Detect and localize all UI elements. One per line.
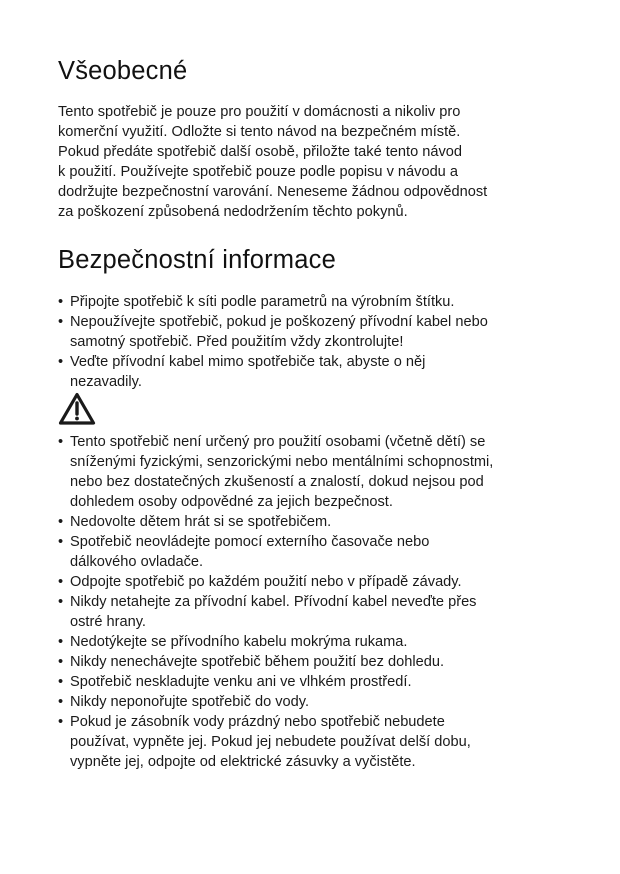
bullet-marker: • <box>58 294 64 310</box>
general-paragraph-line: dodržujte bezpečnostní varování. Neneseme žádnou odpovědnost <box>58 184 488 200</box>
general-paragraph-line: Pokud předáte spotřebič další osobě, přiložte také tento návod <box>58 144 463 160</box>
bullet-marker: • <box>58 674 64 690</box>
bullet-marker: • <box>58 514 64 530</box>
safety-list-warnings-item-line: ostré hrany. <box>70 614 146 630</box>
bullet-marker: • <box>58 314 64 330</box>
safety-list-connection-item-line: samotný spotřebič. Před použitím vždy zkontrolujte! <box>70 334 404 350</box>
safety-list-warnings-item-line: Nikdy netahejte za přívodní kabel. Přívodní kabel neveďte přes <box>70 594 477 610</box>
bullet-marker: • <box>58 594 64 610</box>
safety-list-warnings-item-line: Spotřebič neovládejte pomocí externího časovače nebo <box>70 534 430 550</box>
safety-list-warnings-item-line: dálkového ovladače. <box>70 554 204 570</box>
safety-list-warnings-item <box>58 592 578 632</box>
safety-list-warnings-item-line: nebo bez dostatečných zkušeností a znalostí, dokud nejsou pod <box>70 474 484 490</box>
bullet-marker: • <box>58 534 64 550</box>
safety-list-warnings-item-line: Odpojte spotřebič po každém použití nebo v případě závady. <box>70 574 462 590</box>
safety-list-warnings-item-line: Nedovolte dětem hrát si se spotřebičem. <box>70 514 332 530</box>
warning-triangle-icon <box>58 392 96 426</box>
safety-list-warnings-item-line: Pokud je zásobník vody prázdný nebo spotřebič nebudete <box>70 714 445 730</box>
safety-list-connection-item-line: nezavadily. <box>70 374 142 390</box>
bullet-marker: • <box>58 434 64 450</box>
bullet-marker: • <box>58 694 64 710</box>
bullet-marker: • <box>58 654 64 670</box>
bullet-marker: • <box>58 354 64 370</box>
safety-list-warnings-item-line: vypněte jej, odpojte od elektrické zásuvky a vyčistěte. <box>70 754 416 770</box>
safety-list-warnings-item <box>58 652 578 672</box>
safety-list-connection-item-line: Připojte spotřebič k síti podle parametrů na výrobním štítku. <box>70 294 455 310</box>
safety-list-connection-item <box>58 312 578 352</box>
general-paragraph-line: Tento spotřebič je pouze pro použití v domácnosti a nikoliv pro <box>58 104 461 120</box>
general-paragraph-line: k použití. Používejte spotřebič pouze podle popisu v návodu a <box>58 164 458 180</box>
safety-list-connection <box>58 292 578 392</box>
safety-list-warnings-item <box>58 532 578 572</box>
bullet-marker: • <box>58 634 64 650</box>
safety-list-warnings-item <box>58 632 578 652</box>
bullet-marker: • <box>58 714 64 730</box>
safety-list-warnings-item-line: sníženými fyzickými, senzorickými nebo mentálními schopnostmi, <box>70 454 494 470</box>
safety-list-connection-item <box>58 292 578 312</box>
safety-list-warnings-item-line: Tento spotřebič není určený pro použití osobami (včetně dětí) se <box>70 434 486 450</box>
safety-list-warnings-item <box>58 712 578 772</box>
bullet-marker: • <box>58 574 64 590</box>
general-paragraph-line: komerční využití. Odložte si tento návod na bezpečném místě. <box>58 124 461 140</box>
general-paragraph-line: za poškození způsobená nedodržením těchto pokynů. <box>58 204 408 220</box>
section-heading-safety: Bezpečnostní informace <box>58 246 336 274</box>
general-paragraph <box>58 102 578 222</box>
safety-list-warnings-item <box>58 432 578 512</box>
safety-list-connection-item-line: Veďte přívodní kabel mimo spotřebiče tak, abyste o něj <box>70 354 426 370</box>
safety-list-warnings-item <box>58 512 578 532</box>
safety-list-warnings-item <box>58 572 578 592</box>
safety-list-warnings-item-line: Nikdy nenechávejte spotřebič během použití bez dohledu. <box>70 654 445 670</box>
safety-list-warnings-item <box>58 672 578 692</box>
safety-list-connection-item-line: Nepoužívejte spotřebič, pokud je poškozený přívodní kabel nebo <box>70 314 488 330</box>
safety-list-warnings-item-line: dohledem osoby odpovědné za jejich bezpečnost. <box>70 494 393 510</box>
safety-list-warnings-item-line: Nikdy neponořujte spotřebič do vody. <box>70 694 310 710</box>
safety-list-warnings-item <box>58 692 578 712</box>
safety-list-warnings-item-line: Spotřebič neskladujte venku ani ve vlhkém prostředí. <box>70 674 412 690</box>
safety-list-warnings <box>58 432 578 772</box>
safety-list-connection-item <box>58 352 578 392</box>
section-heading-general: Všeobecné <box>58 57 188 85</box>
safety-list-warnings-item-line: používat, vypněte jej. Pokud jej nebudete používat delší dobu, <box>70 734 471 750</box>
safety-list-warnings-item-line: Nedotýkejte se přívodního kabelu mokrýma rukama. <box>70 634 408 650</box>
